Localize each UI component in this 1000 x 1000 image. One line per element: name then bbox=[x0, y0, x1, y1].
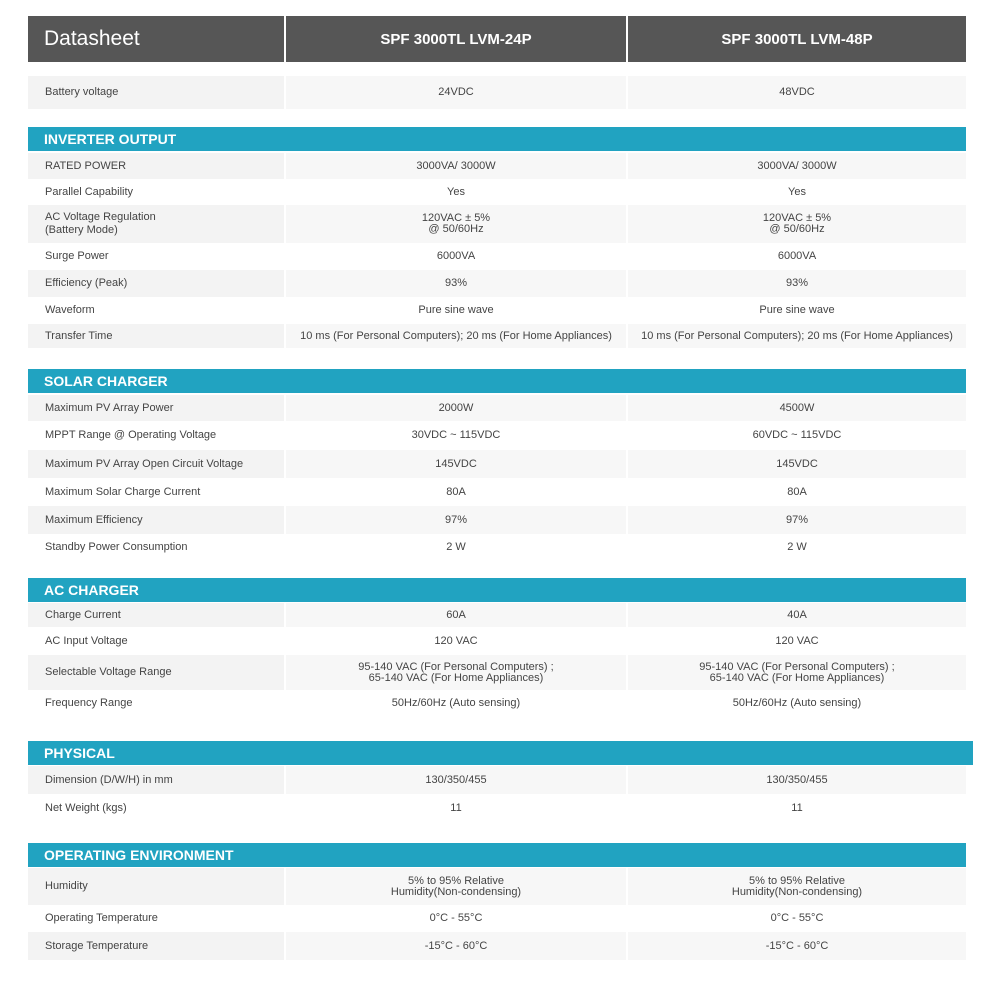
value-48p: Yes bbox=[628, 179, 966, 205]
value-24p: 10 ms (For Personal Computers); 20 ms (For Home Appliances) bbox=[286, 324, 626, 348]
value-24p: 11 bbox=[286, 794, 626, 822]
section-inverter-output: INVERTER OUTPUT bbox=[28, 127, 966, 151]
value-24p: 30VDC ~ 115VDC bbox=[286, 421, 626, 450]
row-label: Waveform bbox=[28, 297, 284, 324]
row-label: Selectable Voltage Range bbox=[28, 655, 284, 690]
value-48p: 60VDC ~ 115VDC bbox=[628, 421, 966, 450]
value-24p: 130/350/455 bbox=[286, 766, 626, 794]
table-row bbox=[28, 932, 966, 960]
value-48p: 97% bbox=[628, 506, 966, 534]
row-label: Charge Current bbox=[28, 603, 284, 627]
row-label: Maximum PV Array Open Circuit Voltage bbox=[28, 450, 284, 478]
value-24p: 2000W bbox=[286, 395, 626, 421]
value-48p: 11 bbox=[628, 794, 966, 822]
row-label: Operating Temperature bbox=[28, 905, 284, 932]
model-24p-header: SPF 3000TL LVM-24P bbox=[286, 16, 626, 62]
table-row bbox=[28, 868, 966, 905]
table-row bbox=[28, 153, 966, 179]
value-48p: 0°C - 55°C bbox=[628, 905, 966, 932]
value-48p: 120 VAC bbox=[628, 627, 966, 655]
value-24p: 2 W bbox=[286, 534, 626, 561]
section-ac-charger: AC CHARGER bbox=[28, 578, 966, 602]
row-label: Frequency Range bbox=[28, 690, 284, 717]
table-row bbox=[28, 690, 966, 717]
table-row bbox=[28, 655, 966, 690]
table-row bbox=[28, 506, 966, 534]
table-row bbox=[28, 603, 966, 627]
value-48p: 120VAC ± 5% @ 50/60Hz bbox=[628, 205, 966, 243]
value-48p: 80A bbox=[628, 478, 966, 506]
value-48p: Pure sine wave bbox=[628, 297, 966, 324]
value-24p: 50Hz/60Hz (Auto sensing) bbox=[286, 690, 626, 717]
datasheet-title: Datasheet bbox=[28, 16, 284, 62]
row-label: AC Input Voltage bbox=[28, 627, 284, 655]
value-48p: 6000VA bbox=[628, 243, 966, 270]
section-physical: PHYSICAL bbox=[28, 741, 973, 765]
table-row bbox=[28, 297, 966, 324]
row-label: Surge Power bbox=[28, 243, 284, 270]
row-label: Standby Power Consumption bbox=[28, 534, 284, 561]
table-row bbox=[28, 395, 966, 421]
row-label: AC Voltage Regulation (Battery Mode) bbox=[28, 205, 284, 243]
row-label: Transfer Time bbox=[28, 324, 284, 348]
value-48p: 40A bbox=[628, 603, 966, 627]
value-24p: 120 VAC bbox=[286, 627, 626, 655]
value-48p: 5% to 95% Relative Humidity(Non-condensing) bbox=[628, 868, 966, 905]
table-row bbox=[28, 627, 966, 655]
value-24p: 5% to 95% Relative Humidity(Non-condensing) bbox=[286, 868, 626, 905]
value-24p: 0°C - 55°C bbox=[286, 905, 626, 932]
value-48p: 130/350/455 bbox=[628, 766, 966, 794]
value-48p: 95-140 VAC (For Personal Computers) ; 65-140 VAC (For Home Appliances) bbox=[628, 655, 966, 690]
table-row bbox=[28, 794, 966, 822]
value-48p: 93% bbox=[628, 270, 966, 297]
row-label: Maximum PV Array Power bbox=[28, 395, 284, 421]
table-row bbox=[28, 243, 966, 270]
value-48p: 50Hz/60Hz (Auto sensing) bbox=[628, 690, 966, 717]
table-row bbox=[28, 421, 966, 450]
row-label: Storage Temperature bbox=[28, 932, 284, 960]
value-24p: 24VDC bbox=[286, 76, 626, 109]
value-24p: 3000VA/ 3000W bbox=[286, 153, 626, 179]
value-24p: Pure sine wave bbox=[286, 297, 626, 324]
value-24p: 80A bbox=[286, 478, 626, 506]
row-label: Humidity bbox=[28, 868, 284, 905]
value-48p: 4500W bbox=[628, 395, 966, 421]
value-48p: 2 W bbox=[628, 534, 966, 561]
value-48p: 145VDC bbox=[628, 450, 966, 478]
table-row bbox=[28, 179, 966, 205]
value-24p: 60A bbox=[286, 603, 626, 627]
table-row bbox=[28, 205, 966, 243]
section-operating-environment: OPERATING ENVIRONMENT bbox=[28, 843, 966, 867]
value-24p: 6000VA bbox=[286, 243, 626, 270]
row-label: Maximum Solar Charge Current bbox=[28, 478, 284, 506]
value-24p: 95-140 VAC (For Personal Computers) ; 65-140 VAC (For Home Appliances) bbox=[286, 655, 626, 690]
value-48p: 3000VA/ 3000W bbox=[628, 153, 966, 179]
value-48p: 10 ms (For Personal Computers); 20 ms (For Home Appliances) bbox=[628, 324, 966, 348]
row-label: Net Weight (kgs) bbox=[28, 794, 284, 822]
section-solar-charger: SOLAR CHARGER bbox=[28, 369, 966, 393]
table-row bbox=[28, 270, 966, 297]
value-24p: Yes bbox=[286, 179, 626, 205]
row-label: Dimension (D/W/H) in mm bbox=[28, 766, 284, 794]
row-label: MPPT Range @ Operating Voltage bbox=[28, 421, 284, 450]
table-row bbox=[28, 324, 966, 348]
table-row bbox=[28, 478, 966, 506]
value-24p: -15°C - 60°C bbox=[286, 932, 626, 960]
datasheet-header bbox=[28, 16, 966, 62]
model-48p-header: SPF 3000TL LVM-48P bbox=[628, 16, 966, 62]
table-row bbox=[28, 534, 966, 561]
value-48p: -15°C - 60°C bbox=[628, 932, 966, 960]
row-label: Battery voltage bbox=[28, 76, 284, 109]
row-label: Parallel Capability bbox=[28, 179, 284, 205]
table-row bbox=[28, 450, 966, 478]
table-row bbox=[28, 905, 966, 932]
value-24p: 97% bbox=[286, 506, 626, 534]
row-label: RATED POWER bbox=[28, 153, 284, 179]
table-row bbox=[28, 766, 966, 794]
value-24p: 145VDC bbox=[286, 450, 626, 478]
value-24p: 120VAC ± 5% @ 50/60Hz bbox=[286, 205, 626, 243]
value-48p: 48VDC bbox=[628, 76, 966, 109]
table-row bbox=[28, 76, 966, 109]
row-label: Efficiency (Peak) bbox=[28, 270, 284, 297]
row-label: Maximum Efficiency bbox=[28, 506, 284, 534]
value-24p: 93% bbox=[286, 270, 626, 297]
